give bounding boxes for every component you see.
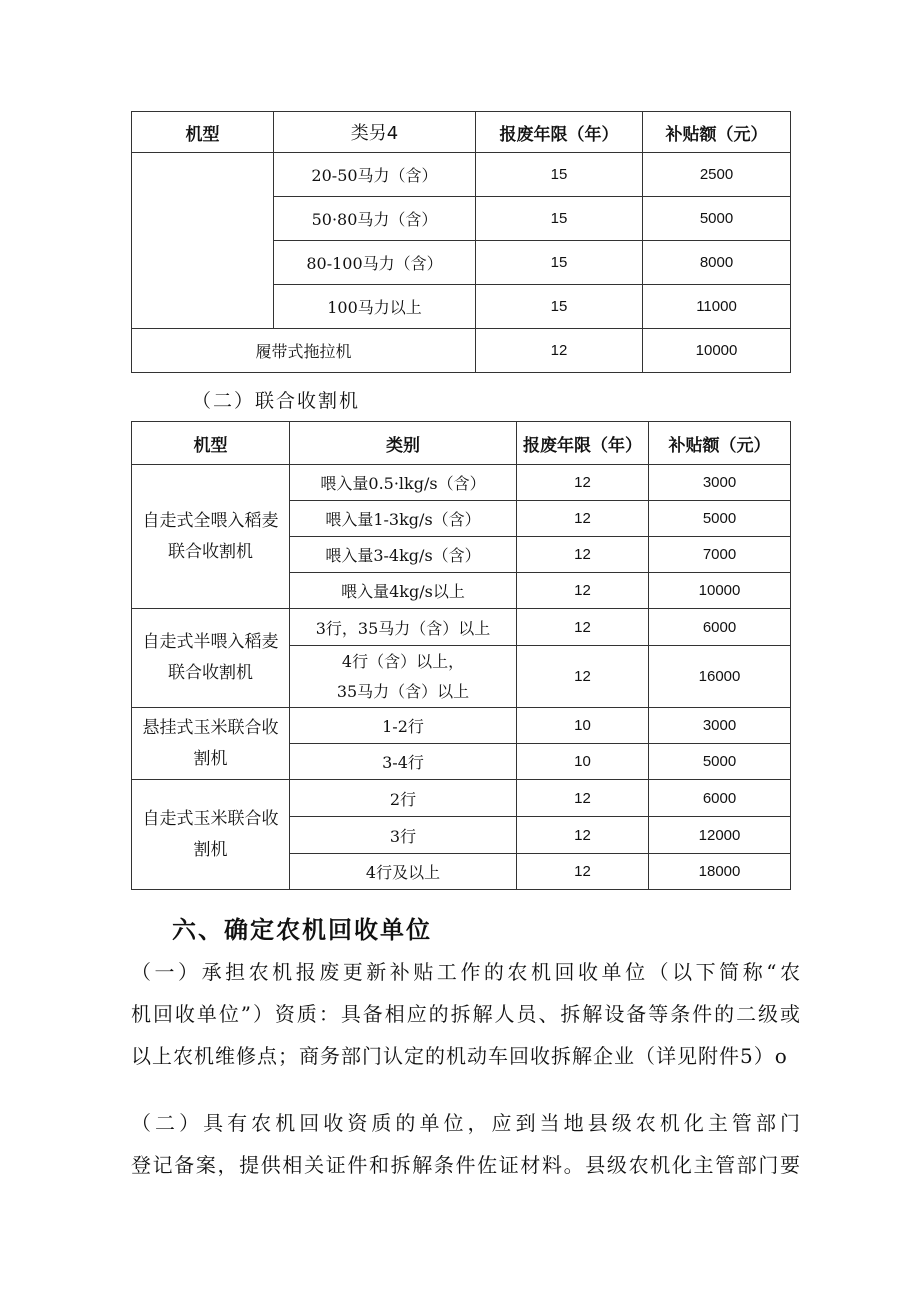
category-cell: 喂入量4kg/s以上 [290, 573, 517, 609]
machine-cell: 自走式玉米联合收割机 [132, 780, 290, 890]
amount-cell: 10000 [643, 329, 791, 373]
machine-cell: 悬挂式玉米联合收割机 [132, 708, 290, 780]
amount-cell: 5000 [649, 501, 791, 537]
amount-cell: 10000 [649, 573, 791, 609]
table-row [132, 708, 791, 744]
years-cell: 15 [476, 153, 643, 197]
category-cell: 4行及以上 [290, 854, 517, 890]
table-row [132, 153, 791, 197]
amount-cell: 5000 [643, 197, 791, 241]
paragraph-recycling-qualification [131, 951, 801, 1077]
amount-cell: 3000 [649, 708, 791, 744]
amount-cell: 18000 [649, 854, 791, 890]
table-row [132, 465, 791, 501]
harvester-subsidy-table [131, 421, 791, 890]
paragraph-registration [131, 1102, 801, 1186]
header-amount: 补贴额（元） [649, 422, 791, 465]
amount-cell: 8000 [643, 241, 791, 285]
table-row [132, 780, 791, 817]
amount-cell: 6000 [649, 609, 791, 646]
header-category: 类另4 [274, 112, 476, 153]
years-cell: 12 [517, 537, 649, 573]
header-years: 报废年限（年） [517, 422, 649, 465]
category-cell: 3-4行 [290, 744, 517, 780]
years-cell: 12 [517, 854, 649, 890]
category-cell: 100马力以上 [274, 285, 476, 329]
years-cell: 12 [517, 465, 649, 501]
category-cell: 50·80马力（含） [274, 197, 476, 241]
years-cell: 12 [517, 780, 649, 817]
tractor-subsidy-table [131, 111, 791, 373]
table2-caption: （二）联合收割机 [192, 390, 361, 412]
category-cell: 喂入量1-3kg/s（含） [290, 501, 517, 537]
table-header-row [132, 422, 791, 465]
category-cell: 喂入量3-4kg/s（含） [290, 537, 517, 573]
category-cell: 3行 [290, 817, 517, 854]
years-cell: 12 [517, 501, 649, 537]
years-cell: 15 [476, 241, 643, 285]
category-line: 35马力（含）以上 [336, 681, 470, 701]
category-cell: 2行 [290, 780, 517, 817]
category-cell: 喂入量0.5·lkg/s（含） [290, 465, 517, 501]
machine-cell: 自走式半喂入稻麦联合收割机 [132, 609, 290, 708]
table-row [132, 609, 791, 646]
years-cell: 12 [476, 329, 643, 373]
amount-cell: 7000 [649, 537, 791, 573]
amount-cell: 5000 [649, 744, 791, 780]
header-amount: 补贴额（元） [643, 112, 791, 153]
header-years: 报废年限（年） [476, 112, 643, 153]
table-row [132, 329, 791, 373]
paragraph-line: （一）承担农机报废更新补贴工作的农机回收单位（以下简称“农 [131, 960, 801, 984]
paragraph-line: 机回收单位”）资质：具备相应的拆解人员、拆解设备等条件的二级或 [131, 1002, 801, 1026]
amount-cell: 16000 [649, 646, 791, 708]
amount-cell: 11000 [643, 285, 791, 329]
years-cell: 10 [517, 744, 649, 780]
category-line: 4行（含）以上， [341, 651, 465, 671]
header-machine: 机型 [132, 422, 290, 465]
table-header-row [132, 112, 791, 153]
years-cell: 12 [517, 646, 649, 708]
years-cell: 10 [517, 708, 649, 744]
years-cell: 12 [517, 573, 649, 609]
amount-cell: 2500 [643, 153, 791, 197]
header-machine: 机型 [132, 112, 274, 153]
amount-cell: 12000 [649, 817, 791, 854]
section-title: 六、确定农机回收单位 [172, 916, 432, 944]
category-cell: 20-50马力（含） [274, 153, 476, 197]
category-cell: 3行，35马力（含）以上 [290, 609, 517, 646]
paragraph-line: 以上农机维修点；商务部门认定的机动车回收拆解企业（详见附件5）o [131, 1044, 788, 1068]
machine-cell: 履带式拖拉机 [132, 329, 476, 373]
header-category: 类别 [290, 422, 517, 465]
category-cell: 1-2行 [290, 708, 517, 744]
category-cell: 80-100马力（含） [274, 241, 476, 285]
amount-cell: 6000 [649, 780, 791, 817]
years-cell: 12 [517, 609, 649, 646]
years-cell: 12 [517, 817, 649, 854]
amount-cell: 3000 [649, 465, 791, 501]
years-cell: 15 [476, 197, 643, 241]
machine-cell-empty [132, 153, 274, 329]
machine-cell: 自走式全喂入稻麦联合收割机 [132, 465, 290, 609]
years-cell: 15 [476, 285, 643, 329]
category-cell [290, 646, 517, 708]
paragraph-line: 登记备案，提供相关证件和拆解条件佐证材料。县级农机化主管部门要 [131, 1153, 801, 1177]
paragraph-line: （二）具有农机回收资质的单位，应到当地县级农机化主管部门 [131, 1111, 801, 1135]
